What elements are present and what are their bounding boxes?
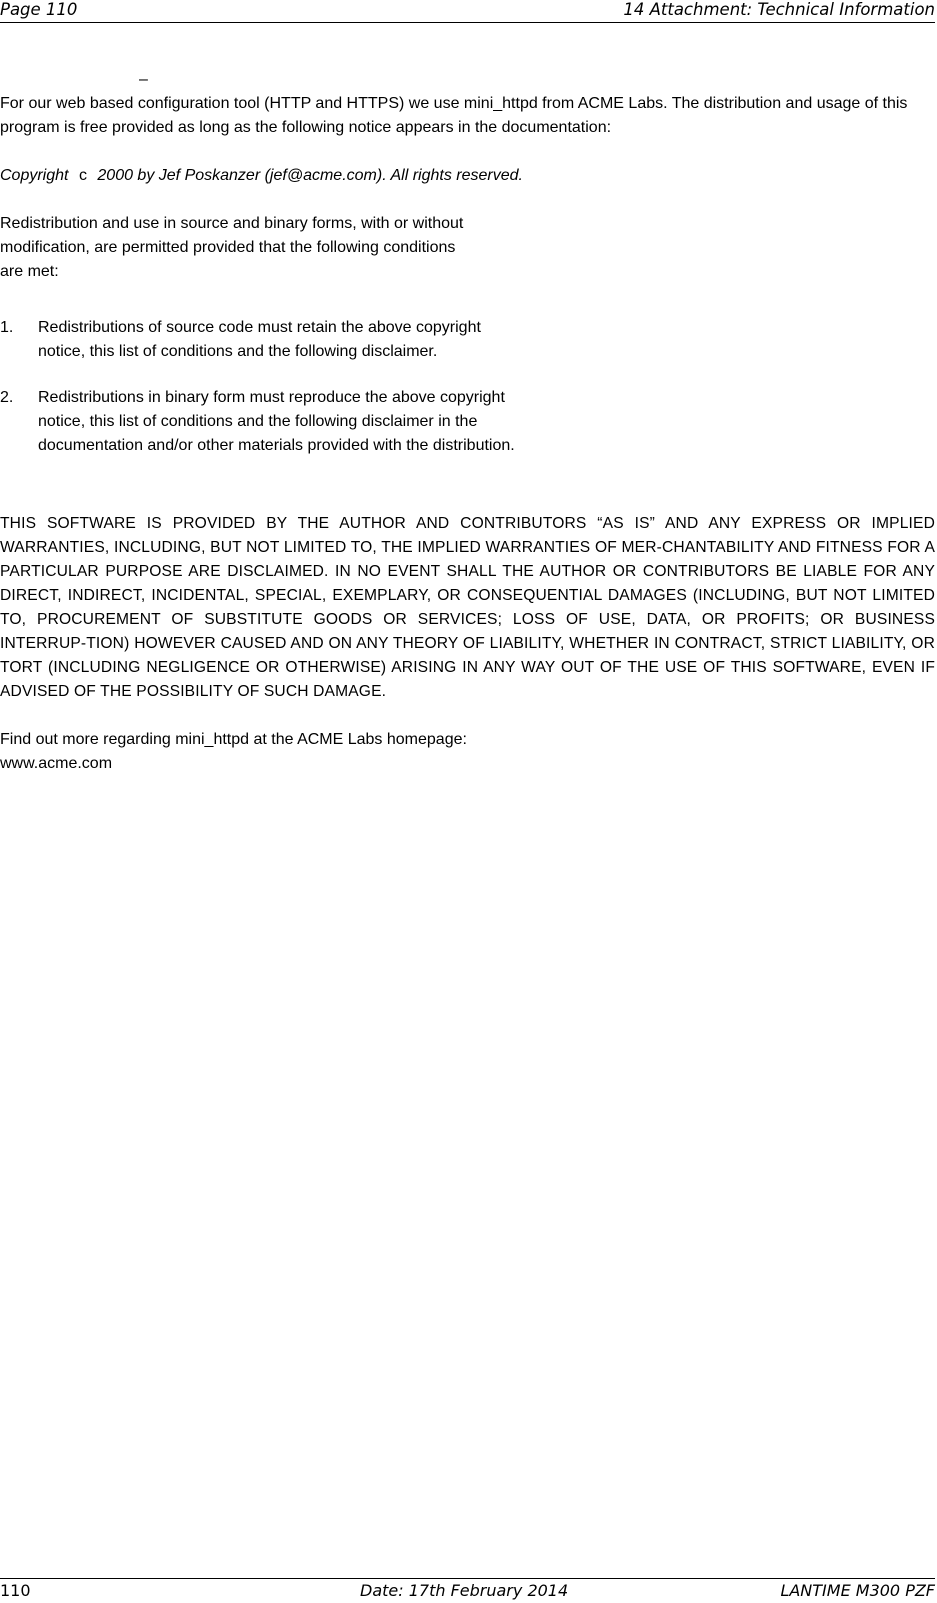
list-item [0, 386, 935, 458]
footer-date: Date: 17th February 2014 [360, 1581, 569, 1600]
disclaimer-paragraph: THIS SOFTWARE IS PROVIDED BY THE AUTHOR AND CONTRIBUTORS “AS IS” AND ANY EXPRESS OR IMPLIED WARRANTIES, INCLUDING, BUT NOT LIMITED TO, THE IMPLIED WARRANTIES OF MER-CHANTABILITY AND FITNESS FOR A PARTICULAR PURPOSE ARE DISCLAIMED. IN NO EVENT SHALL THE AUTHOR OR CONTRIBUTORS BE LIABLE FOR ANY DIRECT, INDIRECT, INCIDENTAL, SPECIAL, EXEMPLARY, OR CONSEQUENTIAL DAMAGES (INCLUDING, BUT NOT LIMITED TO, PROCUREMENT OF SUBSTITUTE GOODS OR SERVICES; LOSS OF USE, DATA, OR PROFITS; OR BUSINESS INTERRUP-TION) HOWEVER CAUSED AND ON ANY THEORY OF LIABILITY, WHETHER IN CONTRACT, STRICT LIABILITY, OR TORT (INCLUDING NEGLIGENCE OR OTHERWISE) ARISING IN ANY WAY OUT OF THE USE OF THIS SOFTWARE, EVEN IF ADVISED OF THE POSSIBILITY OF SUCH DAMAGE. [0, 515, 935, 700]
section-mark: – [139, 71, 148, 88]
copyright-symbol: c [78, 167, 87, 184]
redistribution-line: are met: [0, 263, 59, 280]
footer-product-name: LANTIME M300 PZF [780, 1581, 935, 1600]
page-header [0, 0, 935, 23]
list-item-line: notice, this list of conditions and the following disclaimer in the [38, 413, 478, 430]
copyright-notice [0, 164, 935, 188]
header-chapter-title: 14 Attachment: Technical Information [623, 0, 935, 19]
list-item-line: documentation and/or other materials provided with the distribution. [38, 437, 515, 454]
redistribution-line: modification, are permitted provided that the following conditions [0, 239, 456, 256]
conditions-list [0, 308, 935, 458]
footer-page-number: 110 [0, 1581, 31, 1600]
header-page-label: Page 110 [0, 0, 78, 19]
copyright-text: 2000 by Jef Poskanzer (jef@acme.com). All rights reserved. [97, 167, 523, 184]
list-item-line: Redistributions of source code must retain the above copyright [38, 319, 481, 336]
copyright-prefix: Copyright [0, 167, 69, 184]
page-footer [0, 1578, 935, 1603]
list-item-number: 1. [0, 319, 14, 336]
intro-paragraph: For our web based configuration tool (HTTP and HTTPS) we use mini_httpd from ACME Labs. The distribution and usage of this program is free provided as long as the following notice appears in the documentation: [0, 95, 908, 136]
list-item-line: Redistributions in binary form must reproduce the above copyright [38, 389, 505, 406]
find-more-text: Find out more regarding mini_httpd at the ACME Labs homepage: [0, 731, 467, 748]
redistribution-line: Redistribution and use in source and binary forms, with or without [0, 215, 464, 232]
page-content [0, 50, 935, 776]
list-item-line: notice, this list of conditions and the following disclaimer. [38, 343, 438, 360]
list-item [0, 316, 935, 364]
redistribution-paragraph [0, 212, 935, 284]
list-item-number: 2. [0, 389, 14, 406]
acme-homepage-link[interactable]: www.acme.com [0, 755, 113, 772]
find-more-paragraph [0, 728, 935, 776]
